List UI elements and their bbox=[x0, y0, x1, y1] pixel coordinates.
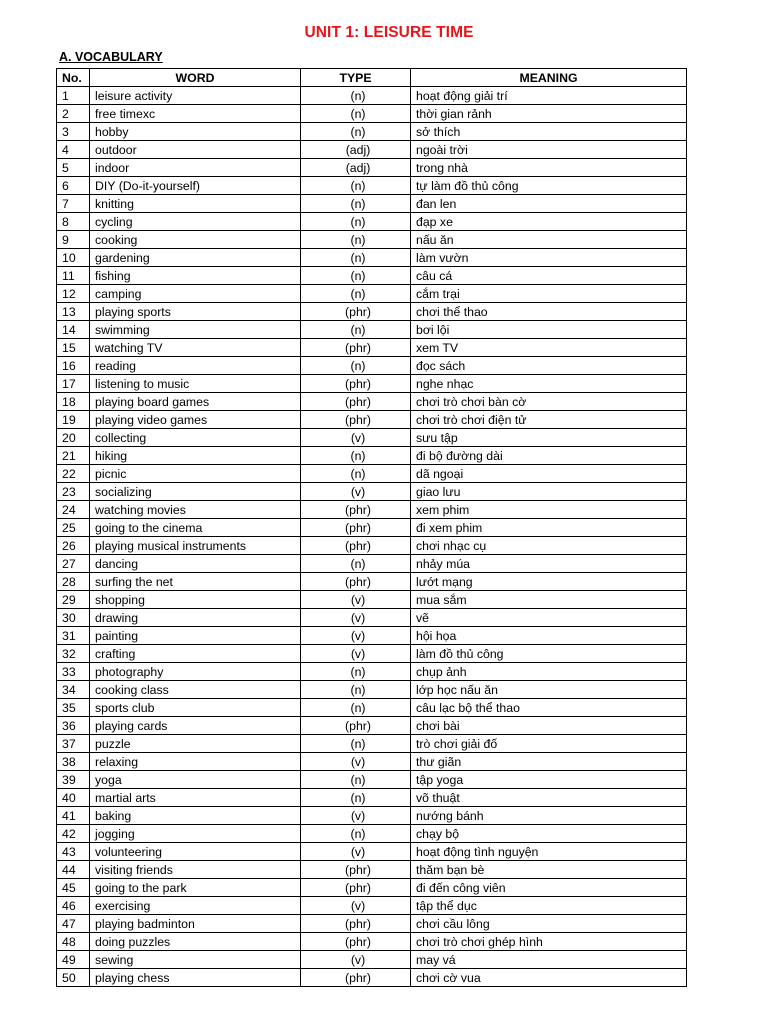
cell-meaning: vẽ bbox=[411, 609, 687, 627]
cell-meaning: hoạt động tình nguyện bbox=[411, 843, 687, 861]
cell-meaning: xem TV bbox=[411, 339, 687, 357]
cell-type: (v) bbox=[301, 897, 411, 915]
cell-no: 13 bbox=[57, 303, 90, 321]
cell-meaning: tập thể dục bbox=[411, 897, 687, 915]
cell-word: playing sports bbox=[90, 303, 301, 321]
cell-type: (n) bbox=[301, 465, 411, 483]
table-row bbox=[57, 951, 687, 969]
cell-type: (phr) bbox=[301, 861, 411, 879]
table-row bbox=[57, 753, 687, 771]
cell-no: 10 bbox=[57, 249, 90, 267]
cell-no: 49 bbox=[57, 951, 90, 969]
cell-no: 23 bbox=[57, 483, 90, 501]
cell-meaning: dã ngoại bbox=[411, 465, 687, 483]
cell-word: listening to music bbox=[90, 375, 301, 393]
cell-meaning: chụp ảnh bbox=[411, 663, 687, 681]
cell-word: yoga bbox=[90, 771, 301, 789]
table-row bbox=[57, 87, 687, 105]
cell-meaning: đi đến công viên bbox=[411, 879, 687, 897]
cell-meaning: chơi cờ vua bbox=[411, 969, 687, 987]
cell-word: knitting bbox=[90, 195, 301, 213]
cell-no: 27 bbox=[57, 555, 90, 573]
header-word: WORD bbox=[90, 69, 301, 87]
section-heading: A. VOCABULARY bbox=[59, 50, 163, 64]
cell-word: visiting friends bbox=[90, 861, 301, 879]
cell-word: martial arts bbox=[90, 789, 301, 807]
table-row bbox=[57, 321, 687, 339]
cell-type: (n) bbox=[301, 447, 411, 465]
cell-meaning: cắm trại bbox=[411, 285, 687, 303]
cell-no: 42 bbox=[57, 825, 90, 843]
cell-meaning: chơi trò chơi điện tử bbox=[411, 411, 687, 429]
table-row bbox=[57, 501, 687, 519]
table-row bbox=[57, 393, 687, 411]
table-row bbox=[57, 231, 687, 249]
cell-word: playing video games bbox=[90, 411, 301, 429]
cell-word: cooking class bbox=[90, 681, 301, 699]
table-row bbox=[57, 969, 687, 987]
cell-meaning: thăm bạn bè bbox=[411, 861, 687, 879]
table-row bbox=[57, 843, 687, 861]
cell-word: painting bbox=[90, 627, 301, 645]
cell-type: (n) bbox=[301, 681, 411, 699]
cell-meaning: sưu tập bbox=[411, 429, 687, 447]
cell-word: photography bbox=[90, 663, 301, 681]
table-row bbox=[57, 285, 687, 303]
table-row bbox=[57, 663, 687, 681]
cell-word: going to the cinema bbox=[90, 519, 301, 537]
cell-type: (n) bbox=[301, 735, 411, 753]
header-no: No. bbox=[57, 69, 90, 87]
vocabulary-table bbox=[56, 68, 687, 987]
cell-type: (n) bbox=[301, 195, 411, 213]
cell-type: (v) bbox=[301, 753, 411, 771]
cell-no: 41 bbox=[57, 807, 90, 825]
cell-meaning: làm vườn bbox=[411, 249, 687, 267]
cell-no: 30 bbox=[57, 609, 90, 627]
cell-no: 32 bbox=[57, 645, 90, 663]
table-row bbox=[57, 573, 687, 591]
table-row bbox=[57, 735, 687, 753]
cell-type: (n) bbox=[301, 177, 411, 195]
cell-meaning: chơi trò chơi ghép hình bbox=[411, 933, 687, 951]
cell-type: (phr) bbox=[301, 339, 411, 357]
table-header-row bbox=[57, 69, 687, 87]
table-row bbox=[57, 717, 687, 735]
cell-no: 20 bbox=[57, 429, 90, 447]
cell-word: jogging bbox=[90, 825, 301, 843]
cell-word: hobby bbox=[90, 123, 301, 141]
cell-type: (phr) bbox=[301, 375, 411, 393]
table-row bbox=[57, 915, 687, 933]
cell-word: going to the park bbox=[90, 879, 301, 897]
table-row bbox=[57, 303, 687, 321]
cell-word: collecting bbox=[90, 429, 301, 447]
cell-word: cooking bbox=[90, 231, 301, 249]
table-row bbox=[57, 105, 687, 123]
cell-meaning: tập yoga bbox=[411, 771, 687, 789]
cell-no: 40 bbox=[57, 789, 90, 807]
cell-no: 22 bbox=[57, 465, 90, 483]
cell-word: sewing bbox=[90, 951, 301, 969]
cell-no: 2 bbox=[57, 105, 90, 123]
cell-word: shopping bbox=[90, 591, 301, 609]
table-row bbox=[57, 537, 687, 555]
cell-no: 26 bbox=[57, 537, 90, 555]
cell-meaning: hoạt động giải trí bbox=[411, 87, 687, 105]
cell-word: crafting bbox=[90, 645, 301, 663]
cell-no: 19 bbox=[57, 411, 90, 429]
cell-meaning: nghe nhạc bbox=[411, 375, 687, 393]
table-row bbox=[57, 699, 687, 717]
cell-no: 18 bbox=[57, 393, 90, 411]
cell-no: 29 bbox=[57, 591, 90, 609]
table-row bbox=[57, 555, 687, 573]
cell-type: (phr) bbox=[301, 879, 411, 897]
cell-no: 25 bbox=[57, 519, 90, 537]
cell-no: 6 bbox=[57, 177, 90, 195]
table-row bbox=[57, 357, 687, 375]
cell-word: drawing bbox=[90, 609, 301, 627]
header-meaning: MEANING bbox=[411, 69, 687, 87]
cell-type: (phr) bbox=[301, 303, 411, 321]
cell-type: (v) bbox=[301, 429, 411, 447]
table-row bbox=[57, 681, 687, 699]
cell-word: outdoor bbox=[90, 141, 301, 159]
cell-no: 1 bbox=[57, 87, 90, 105]
cell-no: 35 bbox=[57, 699, 90, 717]
table-row bbox=[57, 933, 687, 951]
cell-type: (n) bbox=[301, 267, 411, 285]
cell-type: (phr) bbox=[301, 573, 411, 591]
cell-meaning: ngoài trời bbox=[411, 141, 687, 159]
cell-type: (phr) bbox=[301, 537, 411, 555]
cell-type: (n) bbox=[301, 789, 411, 807]
cell-word: leisure activity bbox=[90, 87, 301, 105]
cell-meaning: thời gian rảnh bbox=[411, 105, 687, 123]
table-row bbox=[57, 861, 687, 879]
table-row bbox=[57, 879, 687, 897]
cell-word: playing board games bbox=[90, 393, 301, 411]
cell-meaning: hội họa bbox=[411, 627, 687, 645]
cell-meaning: nấu ăn bbox=[411, 231, 687, 249]
cell-word: camping bbox=[90, 285, 301, 303]
cell-no: 50 bbox=[57, 969, 90, 987]
table-row bbox=[57, 141, 687, 159]
cell-word: picnic bbox=[90, 465, 301, 483]
cell-type: (phr) bbox=[301, 393, 411, 411]
cell-word: volunteering bbox=[90, 843, 301, 861]
cell-type: (n) bbox=[301, 105, 411, 123]
table-row bbox=[57, 609, 687, 627]
cell-no: 12 bbox=[57, 285, 90, 303]
cell-no: 7 bbox=[57, 195, 90, 213]
cell-word: indoor bbox=[90, 159, 301, 177]
cell-type: (adj) bbox=[301, 141, 411, 159]
cell-type: (phr) bbox=[301, 519, 411, 537]
table-row bbox=[57, 519, 687, 537]
cell-word: sports club bbox=[90, 699, 301, 717]
cell-meaning: chơi thể thao bbox=[411, 303, 687, 321]
cell-meaning: trò chơi giải đố bbox=[411, 735, 687, 753]
table-row bbox=[57, 465, 687, 483]
cell-no: 15 bbox=[57, 339, 90, 357]
cell-word: cycling bbox=[90, 213, 301, 231]
cell-type: (phr) bbox=[301, 411, 411, 429]
cell-type: (n) bbox=[301, 555, 411, 573]
table-row bbox=[57, 195, 687, 213]
cell-type: (n) bbox=[301, 825, 411, 843]
cell-word: dancing bbox=[90, 555, 301, 573]
cell-no: 37 bbox=[57, 735, 90, 753]
table-row bbox=[57, 825, 687, 843]
cell-type: (n) bbox=[301, 771, 411, 789]
table-row bbox=[57, 771, 687, 789]
cell-no: 44 bbox=[57, 861, 90, 879]
cell-meaning: chơi cầu lông bbox=[411, 915, 687, 933]
cell-type: (phr) bbox=[301, 969, 411, 987]
cell-meaning: giao lưu bbox=[411, 483, 687, 501]
cell-type: (n) bbox=[301, 699, 411, 717]
table-row bbox=[57, 591, 687, 609]
cell-word: fishing bbox=[90, 267, 301, 285]
cell-meaning: chơi nhạc cụ bbox=[411, 537, 687, 555]
cell-meaning: sở thích bbox=[411, 123, 687, 141]
cell-word: gardening bbox=[90, 249, 301, 267]
cell-meaning: võ thuật bbox=[411, 789, 687, 807]
cell-meaning: đi xem phim bbox=[411, 519, 687, 537]
cell-word: puzzle bbox=[90, 735, 301, 753]
cell-word: hiking bbox=[90, 447, 301, 465]
cell-type: (n) bbox=[301, 663, 411, 681]
cell-meaning: bơi lội bbox=[411, 321, 687, 339]
cell-type: (phr) bbox=[301, 717, 411, 735]
table-row bbox=[57, 429, 687, 447]
cell-meaning: nhảy múa bbox=[411, 555, 687, 573]
cell-word: socializing bbox=[90, 483, 301, 501]
cell-type: (v) bbox=[301, 951, 411, 969]
cell-meaning: câu cá bbox=[411, 267, 687, 285]
cell-no: 46 bbox=[57, 897, 90, 915]
vocabulary-table-body bbox=[57, 87, 687, 987]
table-row bbox=[57, 339, 687, 357]
table-row bbox=[57, 213, 687, 231]
cell-meaning: chạy bộ bbox=[411, 825, 687, 843]
cell-no: 43 bbox=[57, 843, 90, 861]
cell-no: 28 bbox=[57, 573, 90, 591]
cell-no: 34 bbox=[57, 681, 90, 699]
cell-word: playing musical instruments bbox=[90, 537, 301, 555]
cell-no: 39 bbox=[57, 771, 90, 789]
cell-meaning: thư giãn bbox=[411, 753, 687, 771]
header-type: TYPE bbox=[301, 69, 411, 87]
cell-type: (n) bbox=[301, 213, 411, 231]
cell-no: 36 bbox=[57, 717, 90, 735]
cell-no: 45 bbox=[57, 879, 90, 897]
cell-no: 16 bbox=[57, 357, 90, 375]
cell-no: 38 bbox=[57, 753, 90, 771]
table-row bbox=[57, 627, 687, 645]
cell-type: (v) bbox=[301, 627, 411, 645]
cell-word: free timexc bbox=[90, 105, 301, 123]
cell-meaning: đạp xe bbox=[411, 213, 687, 231]
cell-meaning: câu lạc bộ thể thao bbox=[411, 699, 687, 717]
cell-type: (n) bbox=[301, 249, 411, 267]
table-row bbox=[57, 123, 687, 141]
page-title: UNIT 1: LEISURE TIME bbox=[304, 24, 474, 41]
table-row bbox=[57, 483, 687, 501]
cell-meaning: nướng bánh bbox=[411, 807, 687, 825]
cell-word: watching movies bbox=[90, 501, 301, 519]
cell-word: swimming bbox=[90, 321, 301, 339]
table-row bbox=[57, 249, 687, 267]
cell-meaning: trong nhà bbox=[411, 159, 687, 177]
cell-meaning: tự làm đồ thủ công bbox=[411, 177, 687, 195]
cell-meaning: chơi bài bbox=[411, 717, 687, 735]
cell-type: (v) bbox=[301, 483, 411, 501]
cell-type: (adj) bbox=[301, 159, 411, 177]
cell-no: 48 bbox=[57, 933, 90, 951]
cell-no: 24 bbox=[57, 501, 90, 519]
table-row bbox=[57, 645, 687, 663]
cell-no: 11 bbox=[57, 267, 90, 285]
cell-type: (v) bbox=[301, 609, 411, 627]
cell-type: (v) bbox=[301, 645, 411, 663]
table-row bbox=[57, 375, 687, 393]
cell-meaning: mua sắm bbox=[411, 591, 687, 609]
cell-meaning: may vá bbox=[411, 951, 687, 969]
cell-word: relaxing bbox=[90, 753, 301, 771]
cell-no: 9 bbox=[57, 231, 90, 249]
cell-word: exercising bbox=[90, 897, 301, 915]
table-row bbox=[57, 411, 687, 429]
cell-type: (v) bbox=[301, 843, 411, 861]
cell-type: (n) bbox=[301, 285, 411, 303]
cell-no: 8 bbox=[57, 213, 90, 231]
cell-meaning: lớp học nấu ăn bbox=[411, 681, 687, 699]
table-row bbox=[57, 897, 687, 915]
cell-type: (v) bbox=[301, 591, 411, 609]
cell-no: 3 bbox=[57, 123, 90, 141]
cell-meaning: xem phim bbox=[411, 501, 687, 519]
cell-meaning: làm đồ thủ công bbox=[411, 645, 687, 663]
cell-no: 21 bbox=[57, 447, 90, 465]
cell-type: (n) bbox=[301, 321, 411, 339]
cell-meaning: lướt mạng bbox=[411, 573, 687, 591]
cell-type: (phr) bbox=[301, 501, 411, 519]
cell-no: 33 bbox=[57, 663, 90, 681]
cell-word: playing badminton bbox=[90, 915, 301, 933]
cell-type: (phr) bbox=[301, 915, 411, 933]
cell-no: 17 bbox=[57, 375, 90, 393]
cell-meaning: đan len bbox=[411, 195, 687, 213]
cell-meaning: đọc sách bbox=[411, 357, 687, 375]
cell-no: 14 bbox=[57, 321, 90, 339]
cell-word: playing chess bbox=[90, 969, 301, 987]
cell-type: (phr) bbox=[301, 933, 411, 951]
cell-word: doing puzzles bbox=[90, 933, 301, 951]
cell-type: (n) bbox=[301, 231, 411, 249]
table-row bbox=[57, 807, 687, 825]
cell-meaning: chơi trò chơi bàn cờ bbox=[411, 393, 687, 411]
cell-type: (n) bbox=[301, 357, 411, 375]
cell-word: baking bbox=[90, 807, 301, 825]
table-row bbox=[57, 447, 687, 465]
cell-word: watching TV bbox=[90, 339, 301, 357]
table-row bbox=[57, 789, 687, 807]
cell-type: (n) bbox=[301, 87, 411, 105]
cell-type: (v) bbox=[301, 807, 411, 825]
cell-type: (n) bbox=[301, 123, 411, 141]
cell-no: 4 bbox=[57, 141, 90, 159]
table-row bbox=[57, 177, 687, 195]
cell-no: 47 bbox=[57, 915, 90, 933]
cell-no: 5 bbox=[57, 159, 90, 177]
cell-word: reading bbox=[90, 357, 301, 375]
cell-word: playing cards bbox=[90, 717, 301, 735]
cell-meaning: đi bộ đường dài bbox=[411, 447, 687, 465]
cell-word: surfing the net bbox=[90, 573, 301, 591]
table-row bbox=[57, 267, 687, 285]
cell-word: DIY (Do-it-yourself) bbox=[90, 177, 301, 195]
table-row bbox=[57, 159, 687, 177]
cell-no: 31 bbox=[57, 627, 90, 645]
